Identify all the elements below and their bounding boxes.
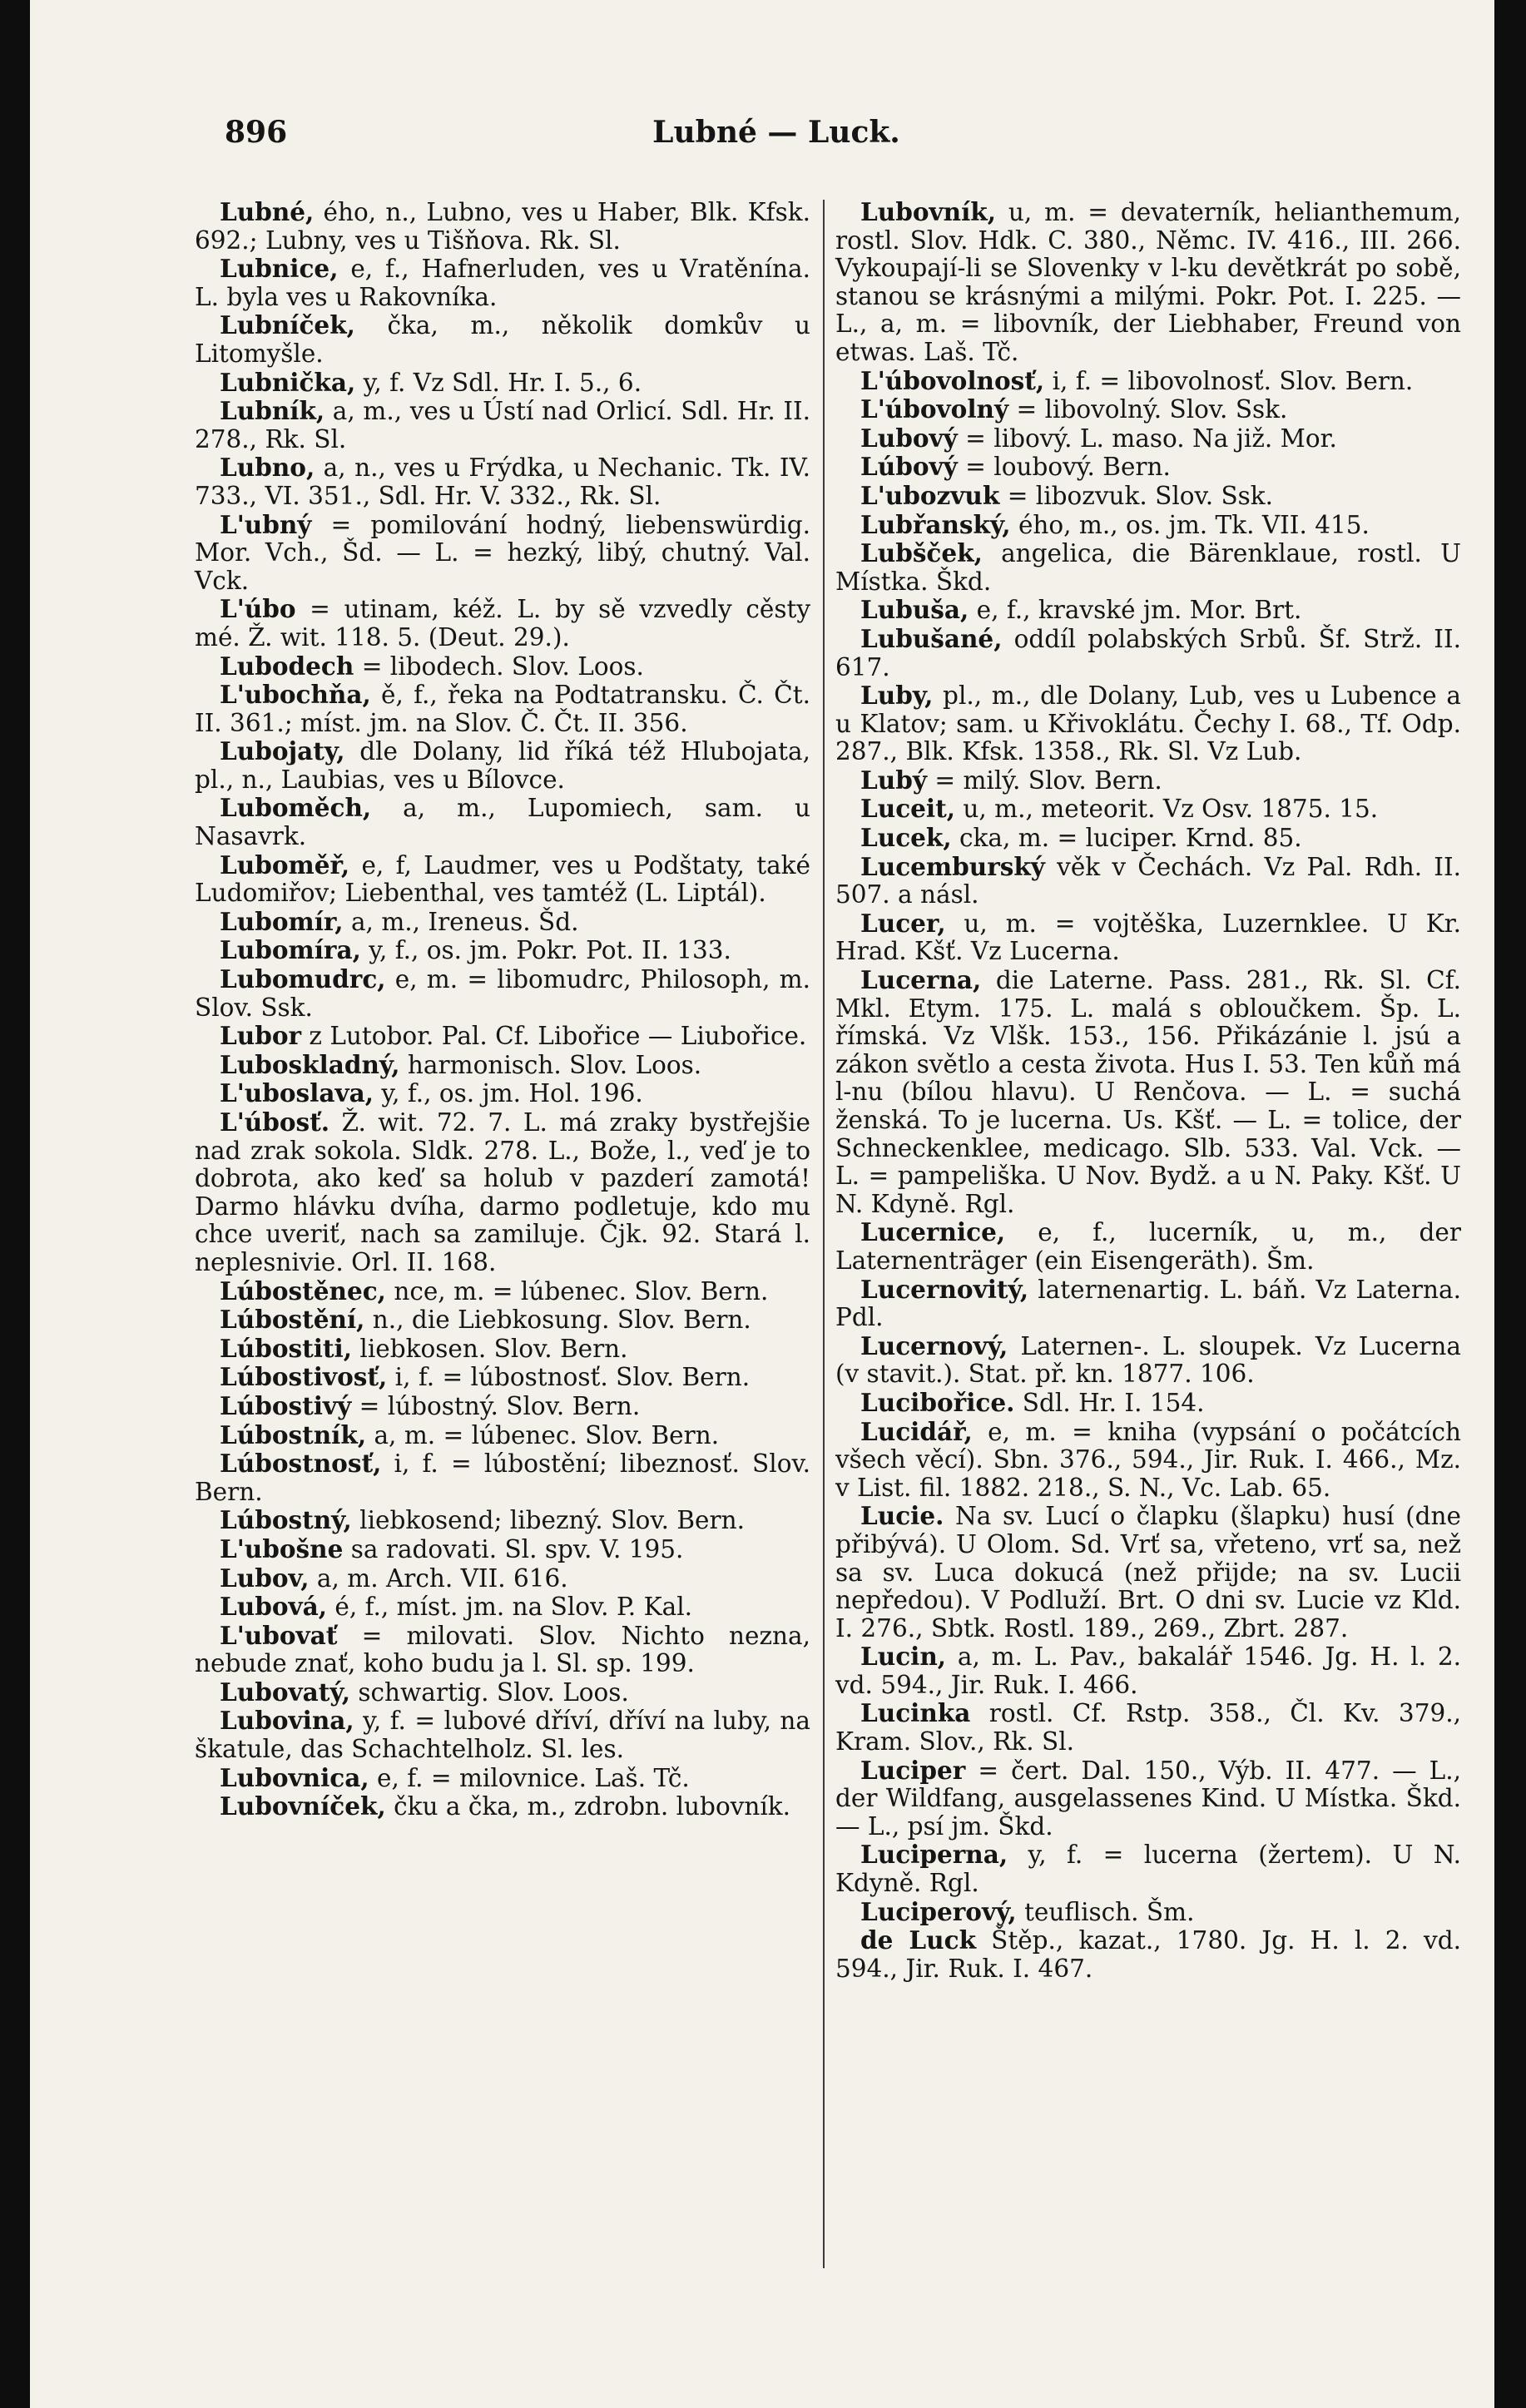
entry-headword: Lucidář,: [860, 1416, 973, 1446]
dictionary-entry: [835, 1332, 1461, 1389]
entry-headword: Lubov,: [220, 1563, 310, 1593]
dictionary-entry: [195, 1392, 810, 1421]
entry-headword: L'úbovolný: [860, 394, 1009, 424]
dictionary-entry: [835, 453, 1461, 482]
entry-text: é, f., míst. jm. na Slov. P. Kal.: [327, 1593, 693, 1622]
entry-text: = lúbostný. Slov. Bern.: [351, 1391, 641, 1420]
entry-text: teuflisch. Šm.: [1016, 1897, 1195, 1926]
dictionary-entry: [835, 681, 1461, 766]
entry-headword: Lucin,: [860, 1642, 947, 1672]
dictionary-entry: [195, 369, 810, 398]
entry-headword: Lucernovitý,: [860, 1274, 1029, 1304]
entry-text: harmonisch. Slov. Loos.: [399, 1050, 702, 1079]
dictionary-entry: [195, 1535, 810, 1564]
entry-text: rostl. Cf. Rstp. 358., Čl. Kv. 379., Kram. Slov., Rk. Sl.: [835, 1699, 1461, 1756]
dictionary-entry: [195, 1022, 810, 1051]
entry-text: a, m., Ireneus. Šd.: [343, 907, 579, 936]
entry-text: = loubový. Bern.: [957, 453, 1171, 482]
entry-headword: Lucerna,: [860, 965, 982, 995]
dictionary-entry: [195, 936, 810, 965]
dictionary-entry: [835, 596, 1461, 625]
dictionary-entry: [195, 1079, 810, 1108]
page-title: Lubné — Luck.: [652, 115, 900, 150]
entry-headword: Luciperna,: [860, 1840, 1008, 1870]
dictionary-entry: [835, 966, 1461, 1218]
dictionary-entry: [835, 1699, 1461, 1756]
entry-text: Štěp., kazat., 1780. Jg. H. l. 2. vd. 594., Jir. Ruk. I. 467.: [835, 1926, 1461, 1983]
entry-headword: Luboskladný,: [220, 1049, 400, 1079]
dictionary-entry: [835, 1841, 1461, 1897]
entry-text: e, f., kravské jm. Mor. Brt.: [969, 596, 1302, 625]
right-column: [835, 198, 1461, 1983]
entry-headword: L'ubozvuk: [860, 480, 1000, 510]
entry-headword: Lubomudrc,: [220, 964, 386, 994]
entry-text: = libozvuk. Slov. Ssk.: [999, 481, 1274, 510]
dictionary-entry: [195, 511, 810, 596]
entry-text: liebkosen. Slov. Bern.: [352, 1334, 628, 1363]
dictionary-entry: [835, 625, 1461, 681]
dictionary-entry: [195, 311, 810, 368]
entry-text: i, f. = lúbostnosť. Slov. Bern.: [387, 1363, 751, 1392]
entry-text: oddíl polabských Srbů. Šf. Strž. II. 617.: [835, 624, 1461, 681]
dictionary-entry: [835, 766, 1461, 795]
dictionary-entry: [835, 853, 1461, 909]
entry-text: = čert. Dal. 150., Výb. II. 477. — L., der Wildfang, ausgelassenes Kind. U Místka. Škd. — L., psí jm. Škd.: [835, 1756, 1461, 1841]
dictionary-entry: [195, 397, 810, 453]
entry-headword: Lucer,: [860, 908, 946, 938]
dictionary-entry: [195, 255, 810, 311]
entry-headword: Lúbostění,: [220, 1305, 365, 1335]
entry-headword: Luciper: [860, 1755, 966, 1785]
entry-headword: Lubomír,: [220, 906, 344, 936]
entry-headword: Lucie.: [860, 1501, 944, 1531]
entry-text: Sdl. Hr. I. 154.: [1014, 1388, 1205, 1417]
entry-text: sa radovati. Sl. spv. V. 195.: [343, 1534, 684, 1563]
entry-text: die Laterne. Pass. 281., Rk. Sl. Cf. Mkl. Etym. 175. L. malá s obloučkem. Šp. L. římská. Vz Vlšk. 153., 156. Přikázánie l. jsú a zákon světlo a cesta života. Hus I. 53. Ten kůň má l-nu (bílou hlavu). U Renčova. — L. = suchá ženská. To je lucerna. Us. Kšť. — L. = tolice, der Schneckenklee, medicago. Slb. 533. Val. Vck. — L. = pampeliška. U Nov. Bydž. a u N. Paky. Kšť. U N. Kdyně. Rgl.: [835, 966, 1461, 1218]
entry-text: věk v Čechách. Vz Pal. Rdh. II. 507. a násl.: [835, 852, 1461, 909]
entry-text: e, f, Laudmer, ves u Podštaty, také Ludomiřov; Liebenthal, ves tamtéž (L. Liptál).: [195, 850, 810, 908]
entry-headword: Lubšček,: [860, 538, 983, 568]
entry-headword: Lubník,: [220, 396, 325, 426]
entry-text: = libový. L. maso. Na již. Mor.: [957, 424, 1337, 453]
entry-text: y, f. = lubové dříví, dříví na luby, na škatule, das Schachtelholz. Sl. les.: [195, 1707, 810, 1764]
dictionary-entry: [195, 1678, 810, 1707]
entry-text: = libodech. Slov. Loos.: [354, 652, 644, 681]
entry-headword: L'ubný: [220, 509, 312, 539]
dictionary-entry: [835, 198, 1461, 367]
entry-headword: Lúbostiti,: [220, 1333, 353, 1363]
dictionary-entry: [835, 1756, 1461, 1841]
entry-headword: Lubřanský,: [860, 509, 1011, 539]
entry-headword: Lubodech: [220, 651, 354, 681]
dictionary-entry: [195, 1306, 810, 1335]
dictionary-entry: [195, 794, 810, 850]
page-number: 896: [225, 115, 288, 150]
entry-headword: Lubovina,: [220, 1706, 354, 1736]
dictionary-entry: [195, 681, 810, 737]
entry-text: = utinam, kéž. L. by sě vzvedly cěsty mé. Ž. wit. 118. 5. (Deut. 29.).: [195, 595, 810, 652]
dictionary-entry: [195, 198, 810, 255]
entry-text: a, n., ves u Frýdka, u Nechanic. Tk. IV. 733., VI. 351., Sdl. Hr. V. 332., Rk. Sl.: [195, 453, 810, 510]
entry-text: y, f., os. jm. Pokr. Pot. II. 133.: [360, 936, 731, 965]
entry-headword: L'úbosť.: [220, 1107, 330, 1137]
dictionary-entry: [195, 1108, 810, 1277]
dictionary-entry: [835, 424, 1461, 453]
dictionary-entry: [195, 1764, 810, 1793]
dictionary-entry: [195, 1622, 810, 1678]
dictionary-entry: [195, 1506, 810, 1535]
entry-text: čku a čka, m., zdrobn. lubovník.: [385, 1792, 791, 1821]
dictionary-entry: [835, 795, 1461, 824]
entry-text: i, f. = lúbostění; libeznosť. Slov. Bern.: [195, 1449, 810, 1506]
page-header: [225, 115, 1328, 156]
dictionary-entry: [835, 1502, 1461, 1642]
dictionary-entry: [835, 511, 1461, 540]
entry-text: e, f. = milovnice. Laš. Tč.: [369, 1763, 690, 1792]
entry-headword: Luceit,: [860, 794, 956, 824]
entry-headword: Lucemburský: [860, 851, 1045, 881]
dictionary-entry: [195, 1792, 810, 1821]
dictionary-entry: [195, 1277, 810, 1306]
dictionary-entry: [835, 367, 1461, 396]
entry-text: a, m. = lúbenec. Slov. Bern.: [366, 1420, 720, 1449]
entry-headword: Lúbostník,: [220, 1420, 367, 1449]
entry-text: cka, m. = luciper. Krnd. 85.: [951, 824, 1302, 853]
entry-text: ě, f., řeka na Podtatransku. Č. Čt. II. 361.; míst. jm. na Slov. Č. Čt. II. 356.: [195, 681, 810, 737]
entry-text: ého, m., os. jm. Tk. VII. 415.: [1010, 510, 1370, 539]
entry-headword: Lubníček,: [220, 310, 355, 340]
entry-headword: Luboměř,: [220, 850, 350, 879]
entry-headword: L'uboslava,: [220, 1078, 374, 1108]
dictionary-entry: [835, 1218, 1461, 1275]
dictionary-entry: [195, 1449, 810, 1506]
entry-text: angelica, die Bärenklaue, rostl. U Místka. Škd.: [835, 539, 1461, 596]
entry-headword: Lúbostivý: [220, 1390, 352, 1420]
dictionary-entry: [835, 1418, 1461, 1503]
entry-text: u, m. = devaterník, helianthemum, rostl. Slov. Hdk. C. 380., Němc. IV. 416., III. 266. Vykoupají-li se Slovenky v l-ku devětkrát po sobě, stanou se krásnými a milými. Pokr. Pot. I. 225. — L., a, m. = libovník, der Liebhaber, Freund von etwas. Laš. Tč.: [835, 198, 1461, 366]
entry-headword: Luboměch,: [220, 793, 372, 823]
entry-text: e, m. = libomudrc, Philosoph, m. Slov. Ssk.: [195, 965, 810, 1022]
entry-headword: Lubnice,: [220, 254, 339, 284]
dictionary-entry: [195, 1335, 810, 1364]
entry-text: = libovolný. Slov. Ssk.: [1008, 395, 1288, 424]
entry-headword: Lúbový: [860, 452, 958, 482]
entry-text: Na sv. Lucí o člapku (šlapku) husí (dne přibývá). U Olom. Sd. Vrť sa, vřeteno, vrť sa, než sa sv. Luca dokucá (než přijde; na sv. Lucii nepředou). V Podluží. Brt. O dni sv. Lucie vz Kld. I. 276., Sbtk. Rostl. 189., 269., Zbrt. 287.: [835, 1502, 1461, 1642]
entry-text: u, m., meteorit. Vz Osv. 1875. 15.: [955, 795, 1379, 824]
dictionary-entry: [835, 1389, 1461, 1418]
entry-headword: Lubné,: [220, 197, 315, 226]
entry-text: Laternen-. L. sloupek. Vz Lucerna (v stavit.). Stat. př. kn. 1877. 106.: [835, 1331, 1461, 1389]
entry-text: čka, m., několik domkův u Litomyšle.: [195, 311, 810, 368]
dictionary-entry: [195, 908, 810, 937]
entry-text: = pomilování hodný, liebenswürdig. Mor. Vch., Šd. — L. = hezký, libý, chutný. Val. Vck.: [195, 510, 810, 595]
entry-headword: Lubor: [220, 1021, 302, 1051]
entry-headword: Lubový: [860, 423, 958, 453]
entry-headword: Lubuša,: [860, 595, 969, 625]
entry-text: z Lutobor. Pal. Cf. Libořice — Liubořice.: [301, 1022, 807, 1051]
entry-headword: Luby,: [860, 681, 934, 711]
dictionary-entry: [835, 824, 1461, 853]
entry-text: a, m. L. Pav., bakalář 1546. Jg. H. l. 2. vd. 594., Jir. Ruk. I. 466.: [835, 1642, 1461, 1699]
entry-text: e, f., lucerník, u, m., der Laternenträger (ein Eisengeräth). Šm.: [835, 1218, 1461, 1275]
entry-text: i, f. = libovolnosť. Slov. Bern.: [1044, 366, 1414, 395]
entry-text: dle Dolany, lid říká též Hlubojata, pl., n., Laubias, ves u Bílovce.: [195, 737, 810, 794]
column-divider: [823, 200, 825, 2268]
entry-text: liebkosend; libezný. Slov. Bern.: [351, 1506, 745, 1535]
dictionary-entry: [835, 1276, 1461, 1332]
entry-text: a, m. Arch. VII. 616.: [309, 1563, 568, 1593]
dictionary-entry: [835, 1898, 1461, 1927]
entry-text: Ž. wit. 72. 7. L. má zraky bystřejšie nad zrak sokola. Sldk. 278. L., Bože, l., veď je to dobrota, ako keď sa holub v pazderí zamotá! Darmo hlávku dvíha, darmo podletuje, kdo mu chce uveriť, nach sa zamiluje. Čjk. 92. Stará l. neplesnivie. Orl. II. 168.: [195, 1108, 810, 1276]
entry-headword: Lúbostěnec,: [220, 1276, 386, 1306]
entry-text: u, m. = vojtěška, Luzernklee. U Kr. Hrad. Kšť. Vz Lucerna.: [835, 909, 1461, 966]
entry-headword: Lubý: [860, 765, 927, 795]
entry-headword: de Luck: [860, 1925, 977, 1955]
entry-headword: Lúbostnosť,: [220, 1449, 382, 1479]
entry-headword: Lucek,: [860, 823, 952, 853]
entry-headword: Lubušané,: [860, 623, 1003, 653]
entry-headword: Lubovník,: [860, 197, 996, 226]
entry-text: e, f., Hafnerluden, ves u Vratěnína. L. byla ves u Rakovníka.: [195, 255, 810, 311]
entry-text: schwartig. Slov. Loos.: [349, 1677, 629, 1707]
entry-headword: Lubovníček,: [220, 1791, 386, 1821]
entry-headword: L'úbovolnosť,: [860, 365, 1045, 395]
dictionary-entry: [195, 737, 810, 794]
dictionary-entry: [195, 1564, 810, 1593]
dictionary-entry: [195, 851, 810, 908]
entry-headword: Lubová,: [220, 1592, 328, 1622]
dictionary-entry: [195, 1051, 810, 1080]
entry-headword: Lubomíra,: [220, 935, 361, 965]
entry-headword: L'ubochňa,: [220, 680, 371, 710]
entry-headword: Lubovatý,: [220, 1677, 350, 1707]
dictionary-entry: [195, 1593, 810, 1622]
dictionary-entry: [195, 453, 810, 510]
entry-headword: Lucernice,: [860, 1217, 1006, 1247]
entry-headword: Lucernový,: [860, 1330, 1008, 1360]
entry-text: y, f. = lucerna (žertem). U N. Kdyně. Rgl.: [835, 1841, 1461, 1898]
dictionary-entry: [195, 1363, 810, 1392]
entry-text: ého, n., Lubno, ves u Haber, Blk. Kfsk. 692.; Lubny, ves u Tišňova. Rk. Sl.: [195, 198, 810, 255]
entry-text: y, f. Vz Sdl. Hr. I. 5., 6.: [355, 368, 642, 397]
entry-text: = milý. Slov. Bern.: [926, 766, 1162, 795]
entry-headword: L'úbo: [220, 594, 296, 624]
dictionary-entry: [835, 395, 1461, 424]
entry-headword: Lubnička,: [220, 367, 356, 397]
dictionary-entry: [195, 965, 810, 1022]
entry-text: e, m. = kniha (vypsání o počátcích všech věcí). Sbn. 376., 594., Jir. Ruk. I. 466., Mz. v List. fil. 1882. 218., S. N., Vc. Lab. 65.: [835, 1417, 1461, 1502]
dictionary-entry: [195, 595, 810, 652]
dictionary-entry: [835, 1926, 1461, 1983]
entry-headword: Lubojaty,: [220, 736, 345, 766]
entry-text: pl., m., dle Dolany, Lub, ves u Lubence a u Klatov; sam. u Křivoklátu. Čechy I. 68., Tf. Odp. 287., Blk. Kfsk. 1358., Rk. Sl. Vz Lub.: [835, 681, 1461, 766]
entry-text: a, m., ves u Ústí nad Orlicí. Sdl. Hr. II. 278., Rk. Sl.: [195, 397, 810, 453]
dictionary-entry: [835, 482, 1461, 511]
entry-headword: Lucibořice.: [860, 1387, 1015, 1417]
entry-headword: Lúbostivosť,: [220, 1362, 388, 1392]
left-column: [195, 198, 810, 1821]
entry-headword: Lubovnica,: [220, 1762, 369, 1792]
entry-headword: Lúbostný,: [220, 1505, 352, 1535]
dictionary-entry: [195, 1707, 810, 1763]
entry-headword: Lubno,: [220, 453, 315, 483]
dictionary-entry: [195, 1421, 810, 1450]
entry-headword: L'ubošne: [220, 1533, 344, 1563]
entry-text: y, f., os. jm. Hol. 196.: [373, 1079, 643, 1108]
entry-text: a, m., Lupomiech, sam. u Nasavrk.: [195, 794, 810, 851]
dictionary-entry: [835, 909, 1461, 966]
entry-headword: Lucinka: [860, 1698, 971, 1728]
dictionary-entry: [195, 652, 810, 681]
entry-text: laternenartig. L. báň. Vz Laterna. Pdl.: [835, 1275, 1461, 1332]
entry-text: nce, m. = lúbenec. Slov. Bern.: [385, 1276, 769, 1306]
dictionary-entry: [835, 1642, 1461, 1699]
entry-headword: Luciperový,: [860, 1896, 1017, 1926]
entry-headword: L'ubovať: [220, 1620, 338, 1650]
entry-text: n., die Liebkosung. Slov. Bern.: [364, 1306, 751, 1335]
entry-text: = milovati. Slov. Nichto nezna, nebude znať, koho budu ja l. Sl. sp. 199.: [195, 1621, 810, 1678]
dictionary-entry: [835, 539, 1461, 596]
